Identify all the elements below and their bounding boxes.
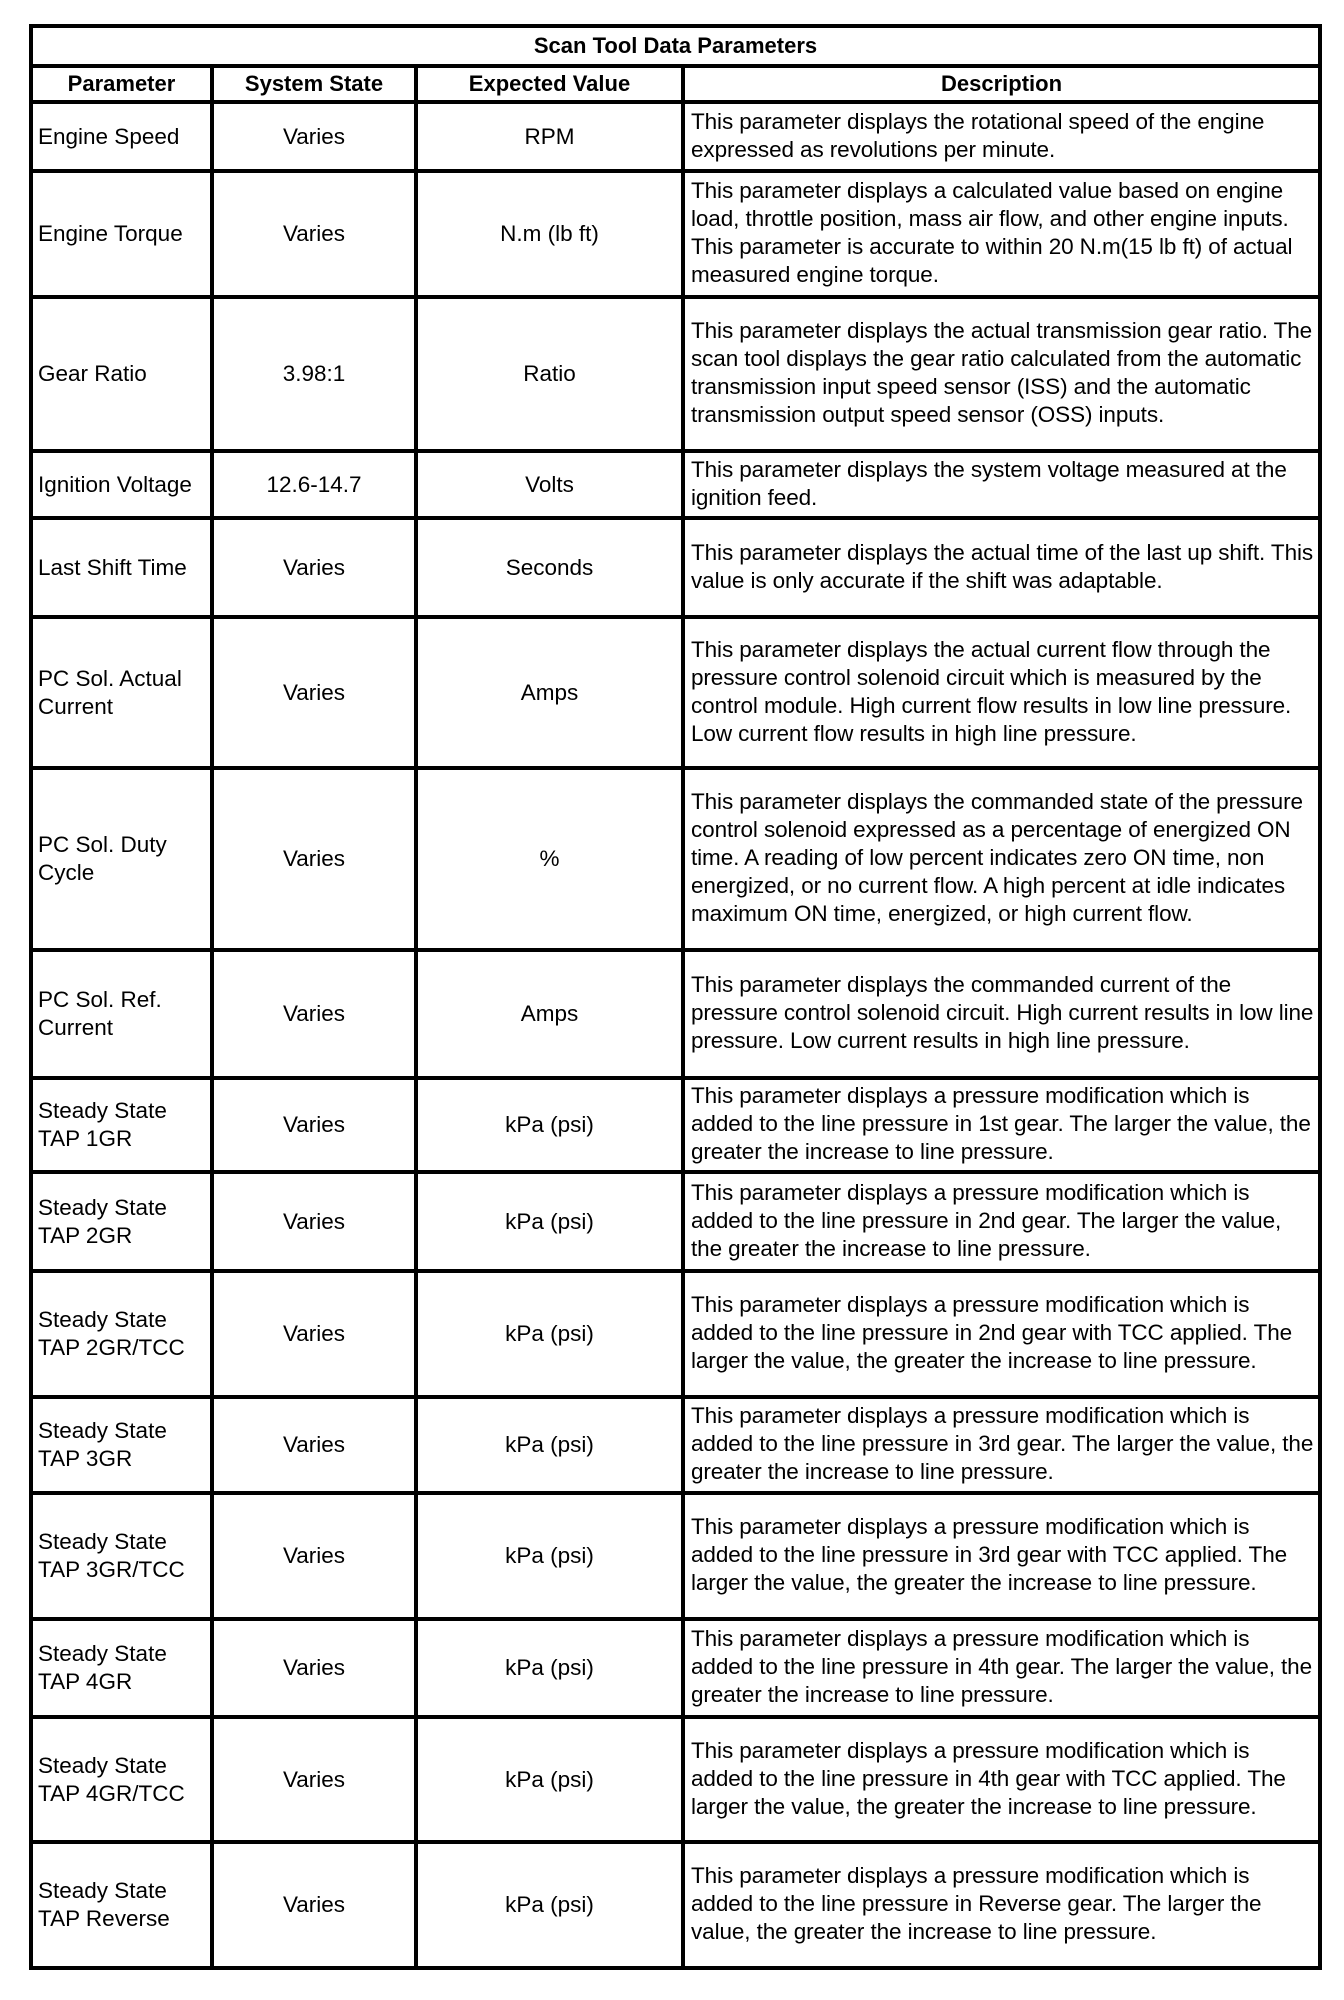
expected-value-cell: kPa (psi) [416, 1172, 683, 1271]
parameter-cell: PC Sol. Actual Current [31, 617, 212, 768]
scan-tool-data-table [29, 24, 1322, 1970]
description-cell: This parameter displays a pressure modification which is added to the line pressure in Reverse gear. The larger the value, the greater the increase to line pressure. [683, 1842, 1320, 1968]
table-row [31, 1397, 1320, 1493]
expected-value-cell: RPM [416, 102, 683, 171]
parameter-cell: Steady State TAP 1GR [31, 1078, 212, 1172]
system-state-cell: Varies [212, 1172, 416, 1271]
system-state-cell: 12.6-14.7 [212, 451, 416, 518]
description-cell: This parameter displays a pressure modification which is added to the line pressure in 1st gear. The larger the value, the greater the increase to line pressure. [683, 1078, 1320, 1172]
expected-value-cell: Seconds [416, 518, 683, 617]
header-system-state: System State [212, 66, 416, 102]
system-state-cell: Varies [212, 768, 416, 950]
system-state-cell: Varies [212, 1717, 416, 1842]
header-parameter: Parameter [31, 66, 212, 102]
table-row [31, 1271, 1320, 1397]
description-cell: This parameter displays the commanded state of the pressure control solenoid expressed as a percentage of energized ON time. A reading of low percent indicates zero ON time, non energized, or no current flow. A high percent at idle indicates maximum ON time, energized, or high current flow. [683, 768, 1320, 950]
header-description: Description [683, 66, 1320, 102]
system-state-cell: Varies [212, 1397, 416, 1493]
system-state-cell: Varies [212, 617, 416, 768]
table-row [31, 1172, 1320, 1271]
table-row [31, 1493, 1320, 1619]
description-cell: This parameter displays a pressure modification which is added to the line pressure in 3rd gear with TCC applied. The larger the value, the greater the increase to line pressure. [683, 1493, 1320, 1619]
expected-value-cell: kPa (psi) [416, 1397, 683, 1493]
table-row [31, 617, 1320, 768]
system-state-cell: 3.98:1 [212, 297, 416, 451]
expected-value-cell: Amps [416, 617, 683, 768]
description-cell: This parameter displays the rotational speed of the engine expressed as revolutions per minute. [683, 102, 1320, 171]
expected-value-cell: N.m (lb ft) [416, 171, 683, 297]
parameter-cell: Steady State TAP 2GR/TCC [31, 1271, 212, 1397]
parameter-cell: Engine Torque [31, 171, 212, 297]
parameter-cell: Steady State TAP 3GR [31, 1397, 212, 1493]
table-title: Scan Tool Data Parameters [31, 26, 1320, 66]
table-row [31, 1717, 1320, 1842]
system-state-cell: Varies [212, 171, 416, 297]
description-cell: This parameter displays a pressure modification which is added to the line pressure in 2nd gear with TCC applied. The larger the value, the greater the increase to line pressure. [683, 1271, 1320, 1397]
table-row [31, 950, 1320, 1078]
system-state-cell: Varies [212, 1271, 416, 1397]
expected-value-cell: kPa (psi) [416, 1271, 683, 1397]
table-row [31, 768, 1320, 950]
system-state-cell: Varies [212, 1619, 416, 1717]
table-row [31, 451, 1320, 518]
description-cell: This parameter displays a pressure modification which is added to the line pressure in 4th gear with TCC applied. The larger the value, the greater the increase to line pressure. [683, 1717, 1320, 1842]
system-state-cell: Varies [212, 1078, 416, 1172]
parameter-cell: PC Sol. Duty Cycle [31, 768, 212, 950]
parameter-cell: Ignition Voltage [31, 451, 212, 518]
header-expected-value: Expected Value [416, 66, 683, 102]
table-row [31, 1619, 1320, 1717]
parameter-cell: Steady State TAP 2GR [31, 1172, 212, 1271]
expected-value-cell: kPa (psi) [416, 1493, 683, 1619]
expected-value-cell: kPa (psi) [416, 1717, 683, 1842]
description-cell: This parameter displays the actual current flow through the pressure control solenoid circuit which is measured by the control module. High current flow results in low line pressure. Low current flow results in high line pressure. [683, 617, 1320, 768]
description-cell: This parameter displays a pressure modification which is added to the line pressure in 3rd gear. The larger the value, the greater the increase to line pressure. [683, 1397, 1320, 1493]
description-cell: This parameter displays a pressure modification which is added to the line pressure in 2nd gear. The larger the value, the greater the increase to line pressure. [683, 1172, 1320, 1271]
description-cell: This parameter displays a pressure modification which is added to the line pressure in 4th gear. The larger the value, the greater the increase to line pressure. [683, 1619, 1320, 1717]
parameter-cell: PC Sol. Ref. Current [31, 950, 212, 1078]
expected-value-cell: Amps [416, 950, 683, 1078]
description-cell: This parameter displays the actual time of the last up shift. This value is only accurate if the shift was adaptable. [683, 518, 1320, 617]
parameter-cell: Steady State TAP 4GR/TCC [31, 1717, 212, 1842]
expected-value-cell: kPa (psi) [416, 1619, 683, 1717]
table-row [31, 297, 1320, 451]
description-cell: This parameter displays a calculated value based on engine load, throttle position, mass air flow, and other engine inputs. This parameter is accurate to within 20 N.m(15 lb ft) of actual measured engine torque. [683, 171, 1320, 297]
description-cell: This parameter displays the commanded current of the pressure control solenoid circuit. High current results in low line pressure. Low current results in high line pressure. [683, 950, 1320, 1078]
expected-value-cell: % [416, 768, 683, 950]
description-cell: This parameter displays the system voltage measured at the ignition feed. [683, 451, 1320, 518]
parameter-cell: Steady State TAP Reverse [31, 1842, 212, 1968]
table-row [31, 171, 1320, 297]
expected-value-cell: Volts [416, 451, 683, 518]
parameter-cell: Steady State TAP 4GR [31, 1619, 212, 1717]
parameter-cell: Gear Ratio [31, 297, 212, 451]
parameter-cell: Engine Speed [31, 102, 212, 171]
expected-value-cell: kPa (psi) [416, 1078, 683, 1172]
system-state-cell: Varies [212, 102, 416, 171]
system-state-cell: Varies [212, 518, 416, 617]
table-row [31, 1078, 1320, 1172]
expected-value-cell: kPa (psi) [416, 1842, 683, 1968]
system-state-cell: Varies [212, 1842, 416, 1968]
expected-value-cell: Ratio [416, 297, 683, 451]
table-row [31, 518, 1320, 617]
table-row [31, 102, 1320, 171]
parameter-cell: Steady State TAP 3GR/TCC [31, 1493, 212, 1619]
system-state-cell: Varies [212, 1493, 416, 1619]
system-state-cell: Varies [212, 950, 416, 1078]
parameter-cell: Last Shift Time [31, 518, 212, 617]
header-row [31, 66, 1320, 102]
description-cell: This parameter displays the actual transmission gear ratio. The scan tool displays the gear ratio calculated from the automatic transmission input speed sensor (ISS) and the automatic transmission output speed sensor (OSS) inputs. [683, 297, 1320, 451]
table-row [31, 1842, 1320, 1968]
